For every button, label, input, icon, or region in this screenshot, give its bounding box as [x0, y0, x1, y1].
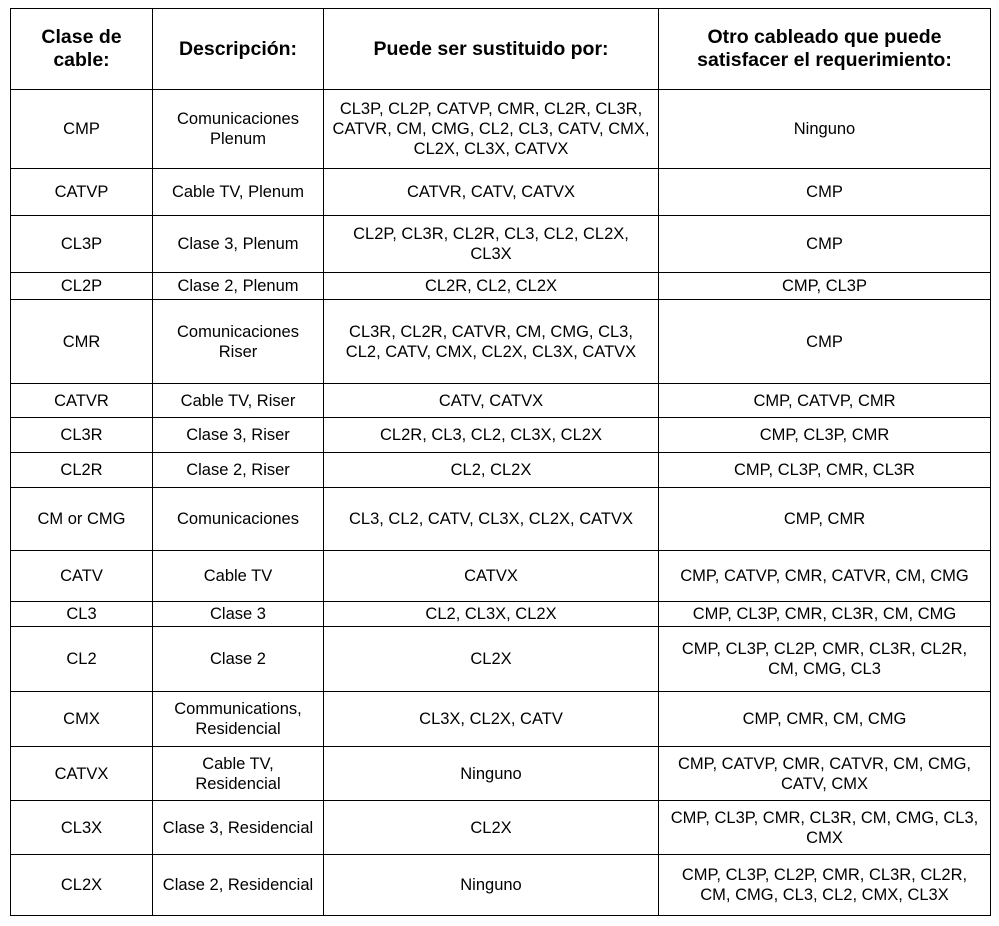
cell-text: Comunicaciones Plenum — [177, 110, 299, 148]
cell-text: CL2X — [470, 650, 512, 668]
cell-text: CL3X — [60, 818, 103, 837]
cell-text: CMP, CL3P, CL2P, CMR, CL3R, CL2R, CM, CMG, CL3 — [681, 640, 968, 678]
cell-sustituido — [324, 627, 659, 692]
cell-text: Communications, Residencial — [174, 700, 302, 738]
cell-clase — [11, 627, 153, 692]
cell-text: CATVR — [54, 391, 109, 410]
cell-descripcion — [153, 90, 324, 169]
cell-otro — [659, 384, 991, 418]
cell-descripcion — [153, 384, 324, 418]
cell-sustituido — [324, 602, 659, 627]
cell-sustituido — [324, 273, 659, 300]
cell-text: CMP — [806, 183, 843, 201]
cell-descripcion — [153, 300, 324, 384]
cell-descripcion — [153, 453, 324, 488]
cell-descripcion — [153, 692, 324, 747]
cell-sustituido — [324, 384, 659, 418]
cell-text: CL2R, CL2, CL2X — [424, 277, 558, 295]
cell-sustituido — [324, 418, 659, 453]
cell-text: CM or CMG — [37, 510, 126, 528]
cell-sustituido — [324, 747, 659, 801]
cell-otro — [659, 300, 991, 384]
cell-text: CL3 — [66, 605, 97, 623]
cell-clase — [11, 300, 153, 384]
table-row — [11, 273, 991, 300]
cell-descripcion — [153, 216, 324, 273]
cell-descripcion — [153, 602, 324, 627]
cell-clase — [11, 747, 153, 801]
cell-text: CMP, CATVP, CMR — [753, 391, 896, 410]
cell-otro — [659, 273, 991, 300]
cell-descripcion — [153, 747, 324, 801]
cell-clase — [11, 273, 153, 300]
header-descripcion — [153, 9, 324, 90]
cell-clase — [11, 855, 153, 916]
cell-text: Clase 3 — [210, 605, 266, 623]
cell-text: CL3P — [60, 235, 103, 253]
table-body — [11, 90, 991, 916]
cell-text: CMP — [806, 235, 843, 253]
cell-text: Clase 2, Riser — [186, 461, 290, 479]
cell-text: Clase 2, Plenum — [177, 277, 299, 295]
cell-otro — [659, 418, 991, 453]
table-row — [11, 692, 991, 747]
cell-text: Clase 2, Residencial — [162, 876, 314, 894]
cell-text: Clase 3, Riser — [186, 426, 290, 444]
cell-text: Descripción: — [178, 37, 298, 60]
header-sustituido — [324, 9, 659, 90]
cell-sustituido — [324, 300, 659, 384]
cell-text: Ninguno — [460, 876, 522, 894]
cell-text: Clase de cable: — [41, 26, 122, 71]
cell-otro — [659, 453, 991, 488]
cell-text: Puede ser sustituido por: — [373, 37, 609, 60]
cell-text: CATV, CATVX — [438, 391, 544, 410]
cell-clase — [11, 169, 153, 216]
cell-text: CMP, CL3P, CMR — [759, 426, 890, 444]
cell-text: CMP, CL3P, CMR, CL3R — [734, 461, 915, 479]
cell-text: CL2R, CL3, CL2, CL3X, CL2X — [380, 426, 602, 444]
cell-text: Clase 2 — [210, 650, 266, 668]
cell-descripcion — [153, 855, 324, 916]
cell-text: CMP — [806, 332, 843, 351]
cell-clase — [11, 384, 153, 418]
cell-clase — [11, 801, 153, 855]
cell-clase — [11, 453, 153, 488]
cell-descripcion — [153, 801, 324, 855]
table-row — [11, 801, 991, 855]
cell-otro — [659, 855, 991, 916]
table-row — [11, 418, 991, 453]
cell-text: Clase 3, Plenum — [177, 235, 299, 253]
table-row — [11, 602, 991, 627]
cell-text: CMP, CL3P, CL2P, CMR, CL3R, CL2R, CM, CMG, CL3, CL2, CMX, CL3X — [681, 866, 968, 904]
cell-sustituido — [324, 169, 659, 216]
table-row — [11, 90, 991, 169]
header-clase — [11, 9, 153, 90]
cell-text: Comunicaciones — [177, 510, 299, 528]
cell-otro — [659, 692, 991, 747]
cell-text: Otro cableado que puede satisfacer el requerimiento: — [697, 26, 952, 71]
cell-sustituido — [324, 488, 659, 551]
cell-text: Ninguno — [793, 120, 856, 138]
cell-text: Cable TV, Plenum — [171, 183, 305, 201]
cell-text: CMP, CMR — [783, 510, 866, 528]
cell-sustituido — [324, 551, 659, 602]
cell-clase — [11, 692, 153, 747]
cell-text: CL3R — [60, 426, 103, 444]
cell-text: CATVR, CATV, CATVX — [406, 183, 576, 201]
cell-otro — [659, 169, 991, 216]
table-header — [11, 9, 991, 90]
cell-text: Clase 3, Residencial — [162, 818, 314, 837]
table-row — [11, 855, 991, 916]
cell-descripcion — [153, 551, 324, 602]
cell-text: CL2P — [60, 277, 103, 295]
cell-text: CMX — [63, 710, 100, 728]
cell-clase — [11, 602, 153, 627]
cell-clase — [11, 90, 153, 169]
cell-sustituido — [324, 801, 659, 855]
cell-text: CL2 — [66, 650, 97, 668]
cell-text: CL2P, CL3R, CL2R, CL3, CL2, CL2X, CL3X — [353, 225, 629, 263]
cell-text: CMP, CL3P — [782, 277, 867, 295]
table-row — [11, 216, 991, 273]
cell-otro — [659, 90, 991, 169]
cell-sustituido — [324, 90, 659, 169]
cell-text: CL3R, CL2R, CATVR, CM, CMG, CL3, CL2, CATV, CMX, CL2X, CL3X, CATVX — [345, 322, 637, 361]
table-row — [11, 169, 991, 216]
cell-text: CL3X, CL2X, CATV — [419, 710, 563, 728]
table-row — [11, 453, 991, 488]
cell-text: CL2R — [60, 461, 103, 479]
cell-clase — [11, 488, 153, 551]
cell-descripcion — [153, 488, 324, 551]
table-row — [11, 384, 991, 418]
cell-text: CATVP — [54, 183, 109, 201]
cell-text: CATVX — [464, 567, 518, 585]
table-row — [11, 551, 991, 602]
cell-descripcion — [153, 627, 324, 692]
cell-text: CMP — [63, 120, 100, 138]
cell-text: Cable TV, Residencial — [195, 754, 281, 793]
cell-text: Comunicaciones Riser — [177, 322, 299, 361]
cell-sustituido — [324, 453, 659, 488]
cell-text: CATV — [60, 567, 103, 585]
table-row — [11, 488, 991, 551]
cell-text: Ninguno — [460, 764, 522, 783]
cell-text: CL3P, CL2P, CATVP, CMR, CL2R, CL3R, CATVR, CM, CMG, CL2, CL3, CATV, CMX, CL2X, CL3X, CATVX — [332, 100, 650, 158]
cell-otro — [659, 216, 991, 273]
cell-sustituido — [324, 216, 659, 273]
cell-clase — [11, 418, 153, 453]
cell-text: CL2, CL3X, CL2X — [425, 605, 557, 623]
cell-text: CATVX — [54, 764, 109, 783]
cell-text: CMP, CATVP, CMR, CATVR, CM, CMG, CATV, CMX — [677, 754, 972, 793]
cell-text: CMP, CATVP, CMR, CATVR, CM, CMG — [680, 567, 969, 585]
cell-text: CMP, CMR, CM, CMG — [742, 710, 907, 728]
cell-otro — [659, 602, 991, 627]
cell-sustituido — [324, 692, 659, 747]
cell-text: Cable TV, Riser — [180, 391, 296, 410]
table-row — [11, 300, 991, 384]
cell-text: CL2X — [470, 818, 512, 837]
cell-text: Cable TV — [203, 567, 273, 585]
cell-text: CMR — [62, 332, 101, 351]
cell-descripcion — [153, 273, 324, 300]
cell-text: CL3, CL2, CATV, CL3X, CL2X, CATVX — [349, 510, 633, 528]
cell-clase — [11, 216, 153, 273]
cell-otro — [659, 488, 991, 551]
cell-otro — [659, 747, 991, 801]
cell-text: CMP, CL3P, CMR, CL3R, CM, CMG — [692, 605, 957, 623]
table-row — [11, 627, 991, 692]
cell-descripcion — [153, 169, 324, 216]
cell-descripcion — [153, 418, 324, 453]
cell-otro — [659, 551, 991, 602]
header-row — [11, 9, 991, 90]
header-otro — [659, 9, 991, 90]
cell-clase — [11, 551, 153, 602]
cell-otro — [659, 801, 991, 855]
cell-sustituido — [324, 855, 659, 916]
cable-substitution-table — [10, 8, 991, 916]
cell-text: CL2X — [60, 876, 103, 894]
cell-otro — [659, 627, 991, 692]
cell-text: CMP, CL3P, CMR, CL3R, CM, CMG, CL3, CMX — [670, 808, 979, 847]
table-row — [11, 747, 991, 801]
cell-text: CL2, CL2X — [450, 461, 532, 479]
